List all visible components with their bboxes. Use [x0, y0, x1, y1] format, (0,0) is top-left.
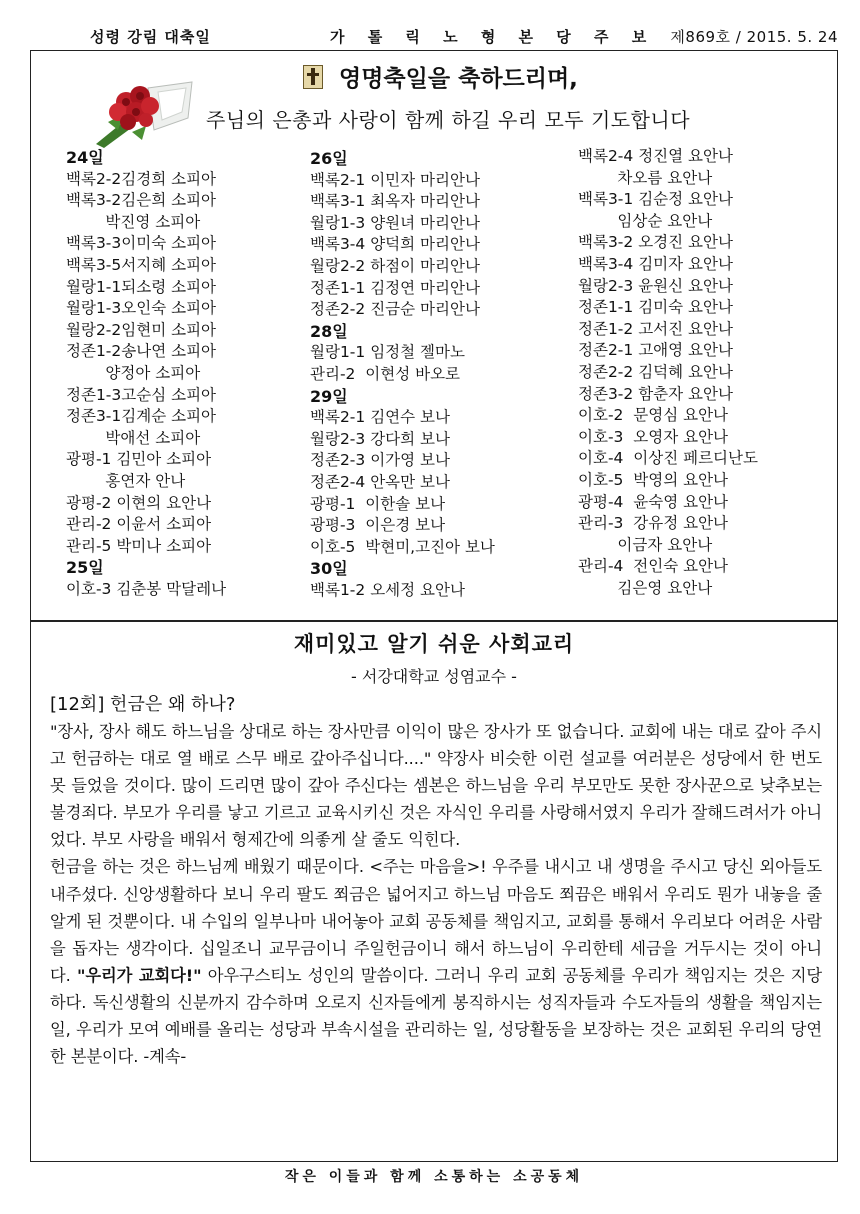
- nameday-entry: 광평-2 이현의 요안나: [66, 493, 212, 512]
- nameday-entry: 이호-5 박영의 요안나: [578, 470, 729, 489]
- nameday-entry: 월랑1-3오인숙 소피아: [66, 299, 217, 318]
- feast-title: [303, 60, 578, 93]
- nameday-entry: 양정아 소피아: [66, 363, 201, 382]
- nameday-entry: 이호-5 박현미,고진아 보나: [310, 537, 495, 556]
- nameday-entry: 정존2-4 안옥만 보나: [310, 472, 450, 491]
- augustine-quote: "우리가 교회다!": [76, 965, 202, 985]
- nameday-entry: 정존3-2 함춘자 요안나: [578, 384, 733, 403]
- nameday-entry: 백록1-2 오세정 요안나: [310, 580, 465, 599]
- nameday-entry: 월랑2-2임현미 소피아: [66, 320, 217, 339]
- nameday-entry: 관리-3 강유정 요안나: [578, 514, 729, 533]
- paragraph-2-text-b: 아우구스티노 성인의 말씀이다. 그러니 우리 교회 공동체를 우리가 책임지는 것은 지당하다. 독신생활의 신분까지 감수하며 오로지 신자들에게 봉직하시는 성직자들과 수도자들의 생활을 책임지는 일, 우리가 모여 예배를 올리는 성당과 부속시설을 관리하는 일, 성당활동을 보장하는 것은 교회된 우리의 당연한 본분이다. -계속-: [50, 965, 822, 1067]
- nameday-entry: 관리-2 이윤서 소피아: [66, 515, 212, 534]
- article-title: 재미있고 알기 쉬운 사회교리: [293, 631, 575, 656]
- nameday-entry: 정존2-2 김덕혜 요안나: [578, 362, 733, 381]
- bulletin-name: 가 톨 릭 노 형 본 당 주 보: [330, 28, 656, 46]
- nameday-date-heading: 28일: [310, 321, 348, 341]
- nameday-entry: 백록3-4 김미자 요안나: [578, 254, 733, 273]
- nameday-entry: 정존2-3 이가영 보나: [310, 451, 450, 470]
- nameday-entry: 백록3-1 최옥자 마리안나: [310, 192, 480, 211]
- nameday-entry: 백록3-1 김순정 요안나: [578, 190, 733, 209]
- rose-bouquet-image: [88, 78, 196, 148]
- nameday-entry: 차오름 요안나: [578, 168, 713, 187]
- nameday-entry: 이호-2 문영심 요안나: [578, 406, 729, 425]
- nameday-entry: 월랑1-3 양원녀 마리안나: [310, 213, 480, 232]
- nameday-entry: 정존3-1김계순 소피아: [66, 407, 217, 426]
- paragraph-2-text-a: 헌금을 하는 것은 하느님께 배웠기 때문이다. <주는 마음을>! 우주를 내시고 내 생명을 주시고 당신 외아들도 내주셨다. 신앙생활하다 보니 우리 팔도 쬐금은 넓어지고 하느님 마음도 쬐끔은 배워서 우리도 뭔가 내놓을 줄 알게 된 것뿐이다. 내 수입의 일부나마 내어놓아 교회 공동체를 책임지고, 교회를 통해서 우리보다 어려운 사람을 돕자는 생각이다. 십일조니 교무금이니 주일헌금이니 해서 하느님이 우리한테 세금을 거두시는 것이 아니다.: [50, 857, 822, 985]
- nameday-entry: 백록3-3이미숙 소피아: [66, 234, 217, 253]
- nameday-entry: 월랑2-2 하점이 마리안나: [310, 256, 480, 275]
- nameday-entry: 광평-4 윤숙영 요안나: [578, 492, 729, 511]
- nameday-entry: 관리-2 이현성 바오로: [310, 364, 461, 383]
- nameday-entry: 백록2-1 이민자 마리안나: [310, 170, 480, 189]
- nameday-entry: 백록2-4 정진열 요안나: [578, 147, 733, 165]
- nameday-entry: 백록3-2김은희 소피아: [66, 191, 217, 210]
- nameday-entry: 이호-3 오영자 요안나: [578, 427, 729, 446]
- nameday-entry: 백록3-5서지혜 소피아: [66, 255, 217, 274]
- section-divider: [30, 620, 838, 622]
- nameday-entry: 정존1-2 고서진 요안나: [578, 319, 733, 338]
- nameday-column-2: [310, 148, 495, 601]
- nameday-column-3: [578, 146, 758, 599]
- nameday-entry: 이금자 요안나: [578, 535, 713, 554]
- issue-number-date: 제869호 / 2015. 5. 24: [670, 28, 838, 46]
- lesson-heading: [12회] 헌금은 왜 하나?: [50, 694, 236, 715]
- nameday-date-heading: 30일: [310, 559, 348, 579]
- nameday-entry: 월랑2-3 윤원신 요안나: [578, 276, 733, 295]
- nameday-entry: 백록3-4 양덕희 마리안나: [310, 235, 480, 254]
- bulletin-header: [30, 26, 838, 50]
- article-paragraph-2: [50, 853, 822, 1070]
- nameday-entry: 정존1-1 김미숙 요안나: [578, 298, 733, 317]
- nameday-entry: 광평-3 이은경 보나: [310, 516, 446, 535]
- nameday-column-1: [66, 147, 226, 600]
- nameday-entry: 광평-1 김민아 소피아: [66, 450, 212, 469]
- article-body: [50, 718, 822, 1070]
- nameday-entry: 정존2-1 고애영 요안나: [578, 341, 733, 360]
- nameday-entry: 김은영 요안나: [578, 578, 713, 597]
- nameday-entry: 백록3-2 오경진 요안나: [578, 233, 733, 252]
- nameday-entry: 박애선 소피아: [66, 428, 201, 447]
- nameday-entry: 월랑1-1 임정철 젤마노: [310, 343, 465, 362]
- nameday-date-heading: 29일: [310, 386, 348, 406]
- nameday-entry: 광평-1 이한솔 보나: [310, 494, 446, 513]
- nameday-entry: 이호-4 이상진 페르디난도: [578, 449, 758, 468]
- nameday-entry: 정존1-2송나연 소피아: [66, 342, 217, 361]
- nameday-entry: 정존1-3고순심 소피아: [66, 385, 217, 404]
- nameday-entry: 관리-4 전인숙 요안나: [578, 557, 729, 576]
- nameday-entry: 관리-5 박미나 소피아: [66, 536, 212, 555]
- nameday-entry: 백록2-1 김연수 보나: [310, 408, 450, 427]
- nameday-entry: 정존1-1 김정연 마리안나: [310, 278, 480, 297]
- liturgical-day: 성령 강림 대축일: [90, 28, 211, 46]
- article-paragraph-1: "장사, 장사 해도 하느님을 상대로 하는 장사만큼 이익이 많은 장사가 또 없습니다. 교회에 내는 대로 갚아 주시고 헌금하는 대로 열 배로 스무 배로 갚아주십니다...." 약장사 비슷한 이런 설교를 여러분은 성당에서 한 번도 못 들었을 것이다. 많이 드리면 많이 갚아 주신다는 셈본은 하느님을 우리 부모만도 못한 장사꾼으로 낮추보는 불경죄다. 부모가 우리를 낳고 기르고 교육시키신 것은 자식인 우리를 사랑해서였지 우리가 잘해드려서가 아니었다. 부모 사랑을 배워서 형제간에 의좋게 살 줄도 익힌다.: [50, 722, 822, 850]
- nameday-entry: 홍연자 안나: [66, 471, 186, 490]
- feast-subtitle: 주님의 은총과 사랑이 함께 하길 우리 모두 기도합니다: [206, 108, 691, 132]
- nameday-entry: 백록2-2김경희 소피아: [66, 169, 217, 188]
- nameday-date-heading: 25일: [66, 558, 104, 578]
- nameday-entry: 임상순 요안나: [578, 211, 713, 230]
- nameday-entry: 박진영 소피아: [66, 212, 201, 231]
- nameday-date-heading: 24일: [66, 148, 104, 167]
- nameday-date-heading: 26일: [310, 149, 348, 168]
- nameday-entry: 월랑2-3 강다희 보나: [310, 429, 450, 448]
- footer-slogan: 작은 이들과 함께 소통하는 소공동체: [284, 1169, 584, 1185]
- nameday-entry: 이호-3 김춘봉 막달레나: [66, 579, 227, 598]
- feast-title-text: 영명축일을 축하드리며,: [339, 66, 578, 92]
- cross-icon: [303, 65, 323, 89]
- nameday-entry: 월랑1-1되소령 소피아: [66, 277, 217, 296]
- article-byline: - 서강대학교 성염교수 -: [351, 667, 517, 686]
- nameday-entry: 정존2-2 진금순 마리안나: [310, 300, 480, 319]
